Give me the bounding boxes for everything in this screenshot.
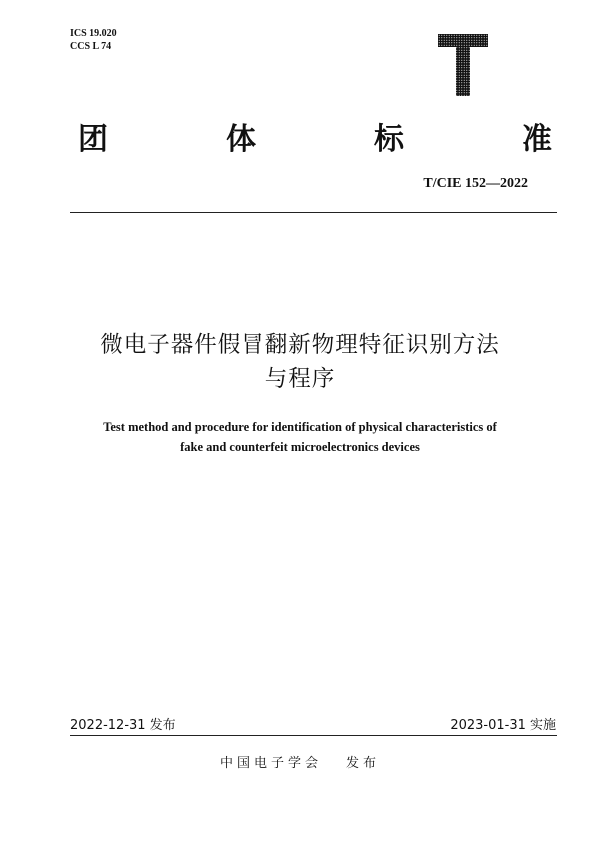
standard-type-char-1: 团 [78,122,108,157]
implementation-date: 2023-01-31 实施 [450,718,556,733]
chinese-title-line-1: 微电子器件假冒翻新物理特征识别方法 [100,332,500,358]
english-title [40,417,560,457]
standard-type-char-3: 标 [374,122,404,157]
standard-type-char-2: 体 [226,122,256,157]
publisher-action: 发布 [346,756,381,771]
chinese-title-line-2: 与程序 [264,366,336,392]
publisher-name: 中国电子学会 [219,756,322,771]
ics-code: ICS 19.020 [70,28,117,39]
classification-codes [70,27,117,53]
standard-type-heading [78,116,552,156]
ccs-code: CCS L 74 [70,41,112,52]
english-title-line-1: Test method and procedure for identification of physical characteristics of [103,420,497,434]
issue-date: 2022-12-31 发布 [70,718,176,733]
english-title-line-2: fake and counterfeit microelectronics devices [180,440,420,454]
chinese-title [40,328,560,396]
publisher-line [0,752,600,771]
t-logo-icon [438,34,488,96]
standard-type-char-4: 准 [522,122,552,157]
top-divider [70,212,557,213]
bottom-divider [70,735,557,736]
standard-number: T/CIE 152—2022 [423,176,528,191]
